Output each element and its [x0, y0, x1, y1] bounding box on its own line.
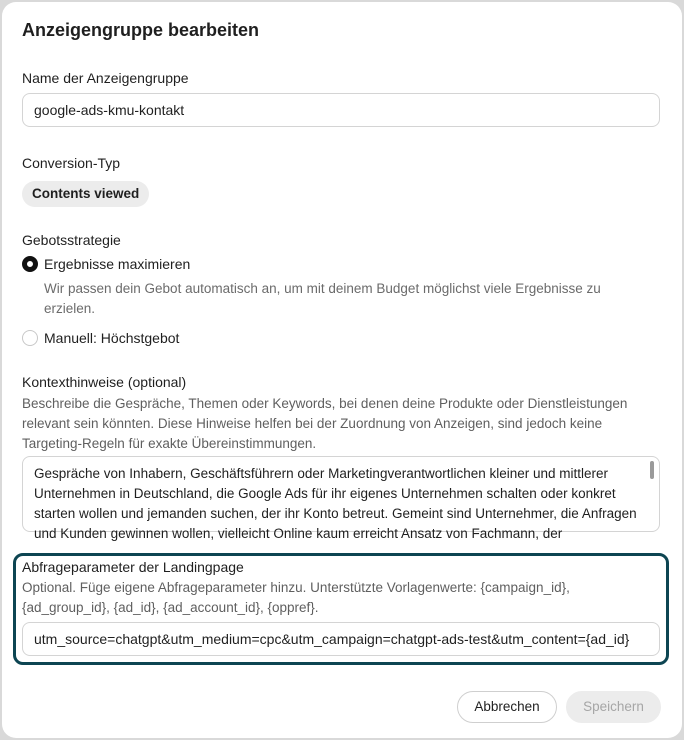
bidding-option-maximize-label: Ergebnisse maximieren: [44, 256, 191, 272]
ad-group-name-input[interactable]: google-ads-kmu-kontakt: [22, 93, 660, 127]
context-hints-help: Beschreibe die Gespräche, Themen oder Keywords, bei denen deine Produkte oder Dienstleistungen relevant sein könnten. Diese Hinweise helfen bei der Zuordnung von Anzeigen, sind jedoch keine Targeting-Regeln für exakte Übereinstimmungen.: [22, 396, 628, 451]
edit-ad-group-dialog: [2, 2, 682, 738]
landing-params-help: Optional. Füge eigene Abfrageparameter hinzu. Unterstützte Vorlagenwerte: {campaign_id}, {ad_group_id}, {ad_id}, {ad_account_id}, {oppref}.: [22, 580, 570, 615]
bidding-option-manual-label: Manuell: Höchstgebot: [44, 330, 180, 346]
context-hints-label: Kontexthinweise (optional): [22, 374, 187, 390]
radio-selected-icon[interactable]: [22, 256, 38, 272]
cancel-button[interactable]: Abbrechen: [457, 691, 557, 723]
bidding-strategy-label: Gebotsstrategie: [22, 232, 121, 248]
dialog-title: Anzeigengruppe bearbeiten: [22, 20, 260, 40]
landing-params-input[interactable]: utm_source=chatgpt&utm_medium=cpc&utm_campaign=chatgpt-ads-test&utm_content={ad_id}: [22, 622, 660, 656]
ad-group-name-label: Name der Anzeigengruppe: [22, 70, 189, 86]
save-button[interactable]: Speichern: [566, 691, 661, 723]
conversion-type-label: Conversion-Typ: [22, 155, 121, 171]
context-hints-textarea[interactable]: [22, 456, 660, 541]
landing-params-label: Abfrageparameter der Landingpage: [22, 559, 244, 575]
bidding-option-maximize[interactable]: [22, 256, 190, 272]
bidding-option-maximize-description: Wir passen dein Gebot automatisch an, um mit deinem Budget möglichst viele Ergebnisse zu erzielen.: [44, 281, 601, 316]
radio-unselected-icon[interactable]: [22, 330, 38, 346]
textarea-scrollbar[interactable]: [650, 461, 654, 479]
bidding-option-manual[interactable]: [22, 330, 179, 346]
context-hints-text: Gespräche von Inhabern, Geschäftsführern oder Marketingverantwortlichen kleiner und mittlerer Unternehmen in Deutschland, die Google Ads für ihr eigenes Unternehmen schalten oder konkret starten wollen und jemanden suchen, der ihr Konto betreut. Gemeint sind Unternehmer, die Anfragen und Kunden gewinnen wollen, vielleicht Online kaum erreicht Ansatz von Fachmann, der: [34, 466, 637, 541]
conversion-type-chip[interactable]: Contents viewed: [22, 181, 149, 207]
